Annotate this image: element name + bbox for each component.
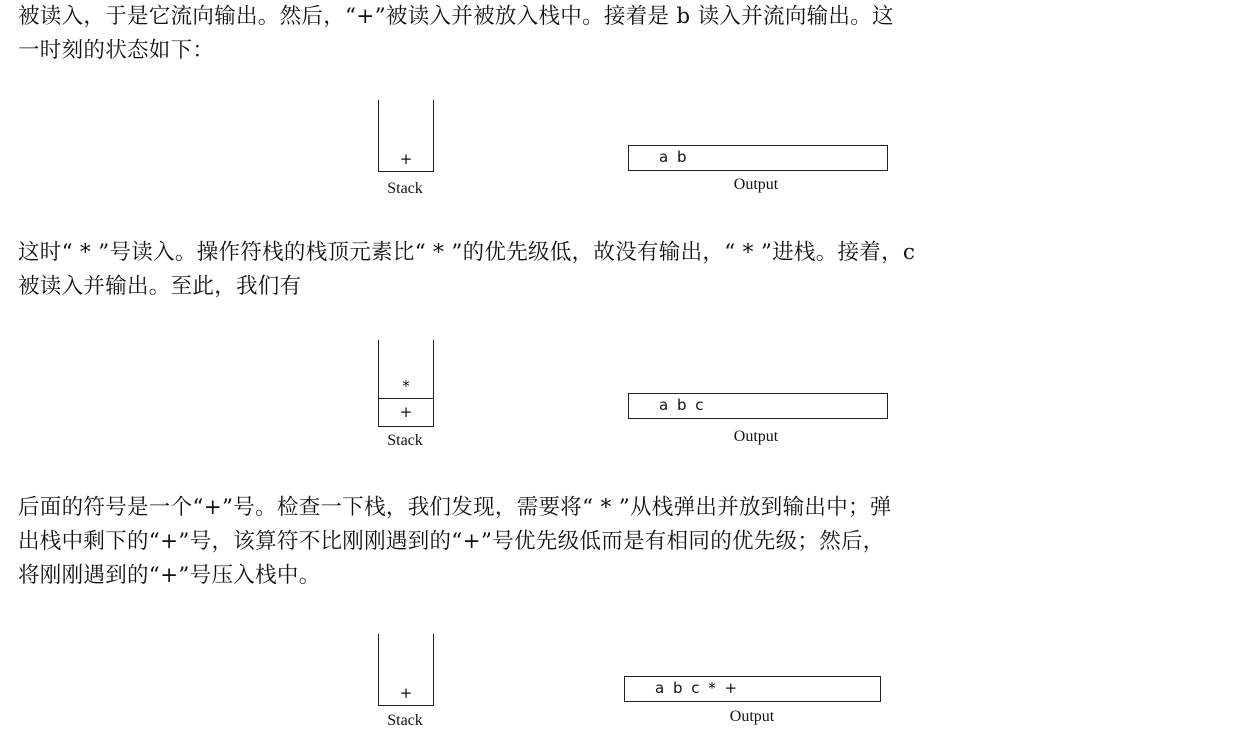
stack-item: +	[399, 684, 413, 702]
output-content: a b	[659, 148, 689, 166]
paragraph-1	[18, 0, 1238, 68]
stack-label: Stack	[387, 432, 423, 449]
stack-diagram-3	[378, 634, 434, 706]
output-content: a b c * +	[655, 679, 740, 697]
stack-label: Stack	[387, 712, 423, 729]
output-box-2	[628, 393, 888, 419]
output-label: Output	[733, 428, 779, 445]
paragraph-3-line-3: 将刚刚遇到的“+”号压入栈中。	[18, 563, 321, 588]
stack-item: +	[379, 398, 433, 425]
paragraph-3	[18, 491, 1238, 593]
paragraph-1-line-2: 一时刻的状态如下：	[18, 38, 215, 63]
stack-label: Stack	[387, 180, 423, 197]
paragraph-2	[18, 236, 1238, 304]
paragraph-2-line-2: 被读入并输出。至此，我们有	[18, 274, 302, 299]
stack-diagram-1	[378, 100, 434, 172]
paragraph-3-line-2: 出栈中剩下的“+”号，该算符不比刚刚遇到的“+”号优先级低而是有相同的优先级；然后，	[18, 529, 885, 554]
output-box-1	[628, 145, 888, 171]
stack-item: *	[402, 377, 410, 395]
paragraph-1-line-1: 被读入，于是它流向输出。然后，“+”被读入并被放入栈中。接着是 b 读入并流向输出。这	[18, 4, 894, 29]
output-label: Output	[733, 176, 779, 193]
output-label: Output	[729, 708, 775, 725]
paragraph-3-line-1: 后面的符号是一个“+”号。检查一下栈，我们发现，需要将“ * ”从栈弹出并放到输出中；弹	[18, 495, 892, 520]
stack-item: +	[399, 150, 413, 168]
paragraph-2-line-1: 这时“ * ”号读入。操作符栈的栈顶元素比“ * ”的优先级低，故没有输出，“ * ”进栈。接着，c	[18, 240, 916, 265]
output-content: a b c	[659, 396, 706, 414]
stack-diagram-2	[378, 340, 434, 427]
output-box-3	[624, 676, 881, 702]
